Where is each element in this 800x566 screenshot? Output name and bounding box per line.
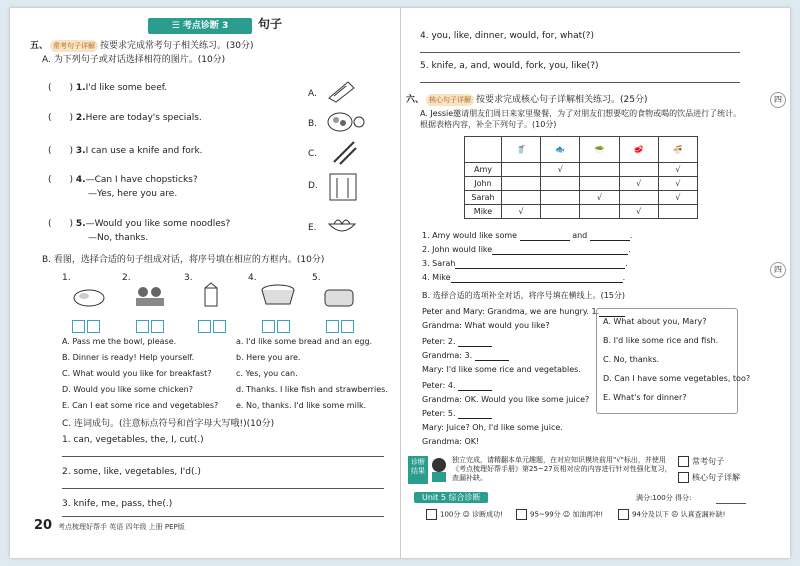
milk-carton-picture — [202, 282, 220, 308]
page-spine — [400, 8, 401, 558]
fill-blank[interactable] — [475, 360, 509, 361]
table-row: John √ √ — [465, 177, 698, 191]
fill-blank[interactable] — [455, 268, 625, 269]
side-mark-2: 四 — [770, 262, 786, 278]
answer-box[interactable] — [262, 320, 275, 333]
section-5c-title: C. 连词成句。(注意标点符号和首字母大写哦!)(10分) — [62, 419, 275, 429]
answer-box[interactable] — [213, 320, 226, 333]
checkbox[interactable] — [678, 456, 689, 467]
check-option-2[interactable]: 核心句子详解 — [678, 472, 740, 483]
diagnosis-badge: 诊断结果 — [408, 456, 428, 484]
check-option-1[interactable]: 常考句子 — [678, 456, 724, 467]
fill-blank[interactable] — [458, 418, 492, 419]
option-b: B. I'd like some rice and fish. — [603, 336, 719, 345]
checkbox[interactable] — [426, 509, 437, 520]
reorder-item-5: 5. knife, a, and, would, fork, you, like(?) — [420, 61, 599, 71]
side-mark-1: 四 — [770, 92, 786, 108]
answer-box[interactable] — [198, 320, 211, 333]
answer-box[interactable] — [151, 320, 164, 333]
pic-label-a: A. — [308, 89, 317, 99]
option-c: C. No, thanks. — [603, 355, 660, 364]
reorder-item-3: 3. knife, me, pass, the(.) — [62, 499, 173, 509]
fill-blank[interactable] — [451, 282, 623, 283]
dialogue-line-4: Grandma: 3. — [422, 350, 509, 361]
score-line[interactable] — [716, 503, 746, 504]
fill-sentence-2: 2. John would like . — [422, 245, 631, 254]
dialogue-line-6: Peter: 4. — [422, 380, 492, 391]
pic-label-b: B. — [308, 119, 318, 129]
dialogue-line-7: Grandma: OK. Would you like some juice? — [422, 395, 590, 404]
pic-label-d: D. — [308, 181, 318, 191]
b-left-opt-e: E. Can I eat some rice and vegetables? — [62, 401, 219, 410]
unit-diagnosis-label: Unit 5 综合诊断 — [414, 492, 488, 503]
student-avatar-icon — [428, 456, 450, 482]
b-pic-num-1: 1. — [62, 273, 71, 283]
fill-blank[interactable] — [458, 390, 492, 391]
fish-icon: 🐟 — [541, 137, 580, 163]
answer-box[interactable] — [136, 320, 149, 333]
bread-egg-picture — [72, 284, 106, 308]
rice-bowl-picture — [258, 282, 298, 308]
answer-box[interactable] — [326, 320, 339, 333]
option-a: A. What about you, Mary? — [603, 317, 707, 326]
answer-boxes-5 — [326, 316, 356, 335]
section-5-tag: 常考句子详解 — [50, 40, 98, 52]
b-right-opt-d: d. Thanks. I like fish and strawberries. — [236, 385, 388, 394]
b-left-opt-c: C. What would you like for breakfast? — [62, 369, 212, 378]
specials-bowl-picture — [326, 108, 366, 134]
b-pic-num-4: 4. — [248, 273, 257, 283]
answer-line[interactable] — [420, 52, 740, 53]
level-2[interactable]: 95~99分 ☺ 加油再冲! — [516, 509, 603, 520]
b-pic-num-2: 2. — [122, 273, 131, 283]
page-number: 20 — [34, 518, 53, 533]
match-item-5-reply: —No, thanks. — [88, 233, 149, 243]
b-right-opt-e: e. No, thanks. I'd like some milk. — [236, 401, 367, 410]
match-item-1: ( ) 1.I'd like some beef. — [48, 83, 168, 93]
b-left-opt-a: A. Pass me the bowl, please. — [62, 337, 177, 346]
options-box — [596, 308, 751, 414]
dialogue-line-8: Peter: 5. — [422, 408, 492, 419]
answer-line[interactable] — [62, 516, 384, 517]
answer-line[interactable] — [62, 456, 384, 457]
option-d: D. Can I have some vegetables, too? — [603, 374, 751, 383]
section-6b-title: B. 选择合适的选项补全对话，将序号填在横线上。(15分) — [422, 291, 625, 300]
food-survey-table — [464, 136, 698, 219]
reorder-item-1: 1. can, vegetables, the, I, cut(.) — [62, 435, 204, 445]
chopsticks-picture — [330, 140, 358, 166]
checkbox[interactable] — [678, 472, 689, 483]
b-pic-num-3: 3. — [184, 273, 193, 283]
answer-boxes-2 — [136, 316, 166, 335]
match-item-4: ( ) 4.—Can I have chopsticks? — [48, 175, 198, 185]
b-right-opt-b: b. Here you are. — [236, 353, 301, 362]
section-6-tag: 核心句子详解 — [426, 94, 474, 106]
answer-box[interactable] — [87, 320, 100, 333]
table-corner — [465, 137, 502, 163]
section-5a-title: A. 为下列句子或对话选择相符的图片。(10分) — [42, 55, 226, 65]
level-1[interactable]: 100分 ☺ 诊断成功! — [426, 509, 503, 520]
score-label: 满分:100分 得分: — [636, 494, 692, 502]
dialogue-line-10: Grandma: OK! — [422, 437, 480, 446]
fill-blank[interactable] — [590, 240, 630, 241]
fill-blank[interactable] — [520, 240, 570, 241]
unit-banner: ☰ 考点诊断 3 — [148, 18, 252, 34]
answer-boxes-1 — [72, 316, 102, 335]
dialogue-line-9: Mary: Juice? Oh, I'd like some juice. — [422, 423, 563, 432]
reorder-item-2: 2. some, like, vegetables, I'd(.) — [62, 467, 201, 477]
pic-label-c: C. — [308, 149, 318, 159]
section-5b-title: B. 看图，选择合适的句子组成对话，将序号填在相应的方框内。(10分) — [42, 255, 325, 265]
sandwich-picture — [322, 284, 356, 308]
table-row: Sarah √ √ — [465, 191, 698, 205]
match-item-3: ( ) 3.I can use a knife and fork. — [48, 146, 203, 156]
match-item-5: ( ) 5.—Would you like some noodles? — [48, 219, 231, 229]
level-3[interactable]: 94分及以下 ☹ 认真查漏补缺! — [618, 509, 725, 520]
b-left-opt-b: B. Dinner is ready! Help yourself. — [62, 353, 195, 362]
answer-boxes-3 — [198, 316, 228, 335]
vegetables-icon: 🥗 — [580, 137, 619, 163]
juice-icon: 🥤 — [502, 137, 541, 163]
dialogue-line-3: Peter: 2. — [422, 336, 492, 347]
fill-sentence-3: 3. Sarah . — [422, 259, 628, 268]
dialogue-line-5: Mary: I'd like some rice and vegetables. — [422, 365, 581, 374]
match-item-2: ( ) 2.Here are today's specials. — [48, 113, 202, 123]
diagnosis-note: 独立完成，请精翻本单元趣题，在对应知识模块前用"√"标出，并使用《考点梳理好帮手册》第25~27页相对应的内容进行针对性强化复习，查漏补缺。 — [452, 456, 672, 482]
fill-sentence-1: 1. Amy would like some and . — [422, 231, 633, 240]
book-label: 考点梳理好帮手 英语 四年级 上册 PEP版 — [58, 523, 185, 531]
unit-title: 句子 — [258, 17, 283, 31]
table-row: Amy √ √ — [465, 163, 698, 177]
table-row: Mike √ √ — [465, 205, 698, 219]
noodles-bowl-picture — [326, 212, 358, 238]
b-right-opt-c: c. Yes, you can. — [236, 369, 298, 378]
checkbox[interactable] — [516, 509, 527, 520]
answer-line[interactable] — [420, 82, 740, 83]
checkbox[interactable] — [618, 509, 629, 520]
reorder-item-4: 4. you, like, dinner, would, for, what(?) — [420, 31, 594, 41]
beef-plate-picture — [326, 78, 356, 104]
b-pic-num-5: 5. — [312, 273, 321, 283]
fill-blank[interactable] — [458, 346, 492, 347]
answer-line[interactable] — [62, 488, 384, 489]
noodles-icon: 🍜 — [658, 137, 697, 163]
knife-fork-picture — [328, 172, 358, 202]
section-6a-title: A. Jessie邀请朋友们周日来家里聚餐，为了对朋友们想要吃的食物或喝的饮品进行了统计。根据表格内容，补全下列句子。(10分) — [420, 109, 742, 129]
section-6-heading: 六、 核心句子详解 按要求完成核心句子详解相关练习。(25分) — [406, 95, 648, 105]
b-left-opt-d: D. Would you like some chicken? — [62, 385, 193, 394]
dialogue-line-2: Grandma: What would you like? — [422, 321, 550, 330]
answer-box[interactable] — [72, 320, 85, 333]
pic-label-e: E. — [308, 223, 317, 233]
answer-boxes-4 — [262, 316, 292, 335]
fill-blank[interactable] — [492, 254, 628, 255]
b-right-opt-a: a. I'd like some bread and an egg. — [236, 337, 373, 346]
section-5-heading: 五、 常考句子详解 按要求完成常考句子相关练习。(30分) — [30, 41, 254, 51]
answer-box[interactable] — [341, 320, 354, 333]
option-e: E. What's for dinner? — [603, 393, 687, 402]
family-dinner-picture — [134, 284, 166, 308]
dialogue-line-1: Peter and Mary: Grandma, we are hungry. 1. — [422, 306, 625, 317]
beef-icon: 🥩 — [619, 137, 658, 163]
match-item-4-reply: —Yes, here you are. — [88, 189, 178, 199]
answer-box[interactable] — [277, 320, 290, 333]
fill-sentence-4: 4. Mike . — [422, 273, 626, 282]
